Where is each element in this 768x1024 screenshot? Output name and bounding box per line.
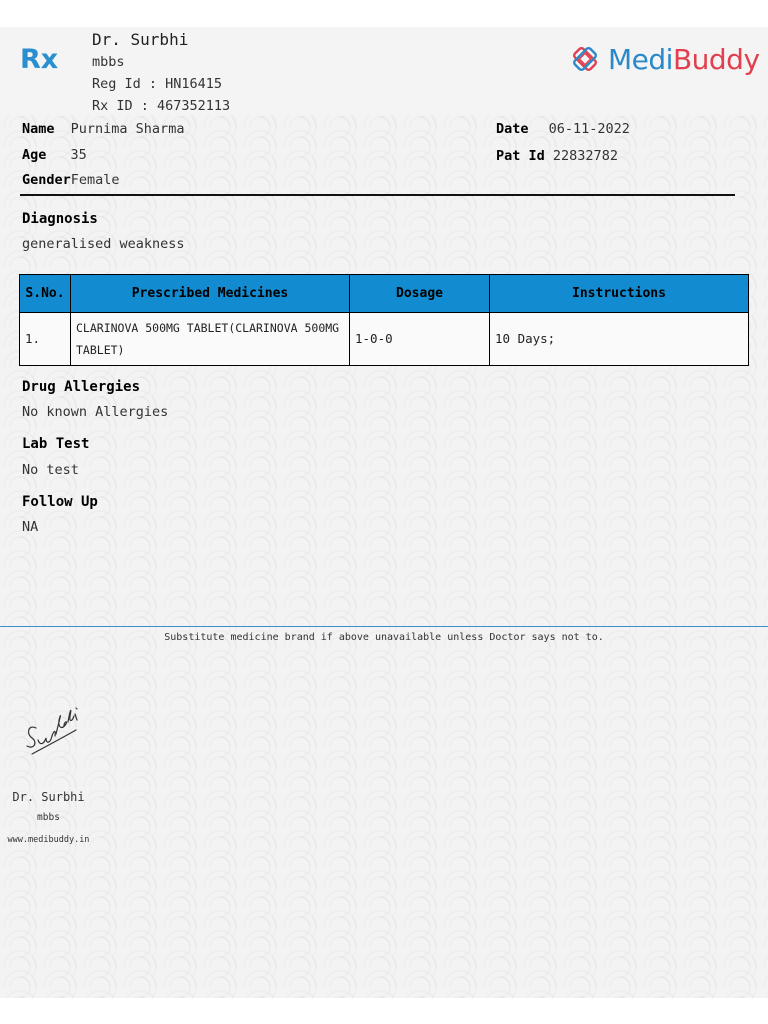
handwritten-signature bbox=[22, 700, 92, 765]
patient-name: Purnima Sharma bbox=[70, 121, 185, 137]
rx-id: Rx ID : 467352113 bbox=[92, 98, 231, 114]
patient-gender-row bbox=[22, 172, 120, 188]
patient-gender: Female bbox=[70, 172, 120, 188]
rx-symbol: Rx bbox=[20, 44, 59, 75]
date-row bbox=[496, 121, 630, 137]
allergies-text: No known Allergies bbox=[22, 404, 169, 420]
col-instructions-header: Instructions bbox=[490, 275, 749, 313]
prescription-date: 06-11-2022 bbox=[548, 121, 630, 137]
allergies-title: Drug Allergies bbox=[22, 379, 141, 395]
gender-label: Gender bbox=[22, 172, 71, 188]
pat-id-row bbox=[496, 148, 618, 164]
patient-age: 35 bbox=[70, 147, 87, 163]
brand-buddy: Buddy bbox=[672, 42, 760, 76]
row-medicine: CLARINOVA 500MG TABLET(CLARINOVA 500MG TABLET) bbox=[71, 313, 350, 366]
doctor-name: Dr. Surbhi bbox=[92, 30, 189, 49]
patient-name-row bbox=[22, 121, 184, 137]
footer-divider bbox=[0, 626, 768, 627]
col-sno-header: S.No. bbox=[20, 275, 71, 313]
row-instructions: 10 Days; bbox=[490, 313, 749, 366]
age-label: Age bbox=[22, 147, 47, 163]
substitute-note: Substitute medicine brand if above unavailable unless Doctor says not to. bbox=[164, 632, 604, 643]
patient-age-row bbox=[22, 147, 87, 163]
table-row bbox=[20, 313, 749, 366]
name-label: Name bbox=[22, 121, 55, 137]
lab-test-title: Lab Test bbox=[22, 436, 90, 452]
website-link: www.medibuddy.in bbox=[7, 835, 90, 845]
medicines-header-row bbox=[20, 275, 749, 313]
diagnosis-text: generalised weakness bbox=[22, 236, 185, 252]
row-sno: 1. bbox=[20, 313, 71, 366]
diagnosis-title: Diagnosis bbox=[22, 211, 98, 227]
row-dosage: 1-0-0 bbox=[350, 313, 490, 366]
doctor-info bbox=[92, 29, 230, 117]
follow-up-title: Follow Up bbox=[22, 494, 98, 510]
follow-up-text: NA bbox=[22, 519, 39, 535]
header-divider bbox=[20, 194, 735, 196]
signature-doctor-name: Dr. Surbhi bbox=[12, 790, 85, 804]
col-dosage-header: Dosage bbox=[350, 275, 490, 313]
signature-doctor-degree: mbbs bbox=[37, 812, 60, 823]
pat-id-label: Pat Id bbox=[496, 148, 545, 164]
medibuddy-logo-icon bbox=[566, 40, 604, 78]
medicines-table bbox=[19, 274, 749, 366]
date-label: Date bbox=[496, 121, 529, 137]
doctor-degree: mbbs bbox=[92, 54, 125, 70]
patient-id: 22832782 bbox=[552, 148, 618, 164]
reg-id: Reg Id : HN16415 bbox=[92, 76, 223, 92]
lab-test-text: No test bbox=[22, 462, 79, 478]
medibuddy-wordmark bbox=[608, 43, 760, 76]
brand-medi: Medi bbox=[608, 42, 673, 76]
medibuddy-logo bbox=[566, 40, 760, 78]
col-medicine-header: Prescribed Medicines bbox=[71, 275, 350, 313]
